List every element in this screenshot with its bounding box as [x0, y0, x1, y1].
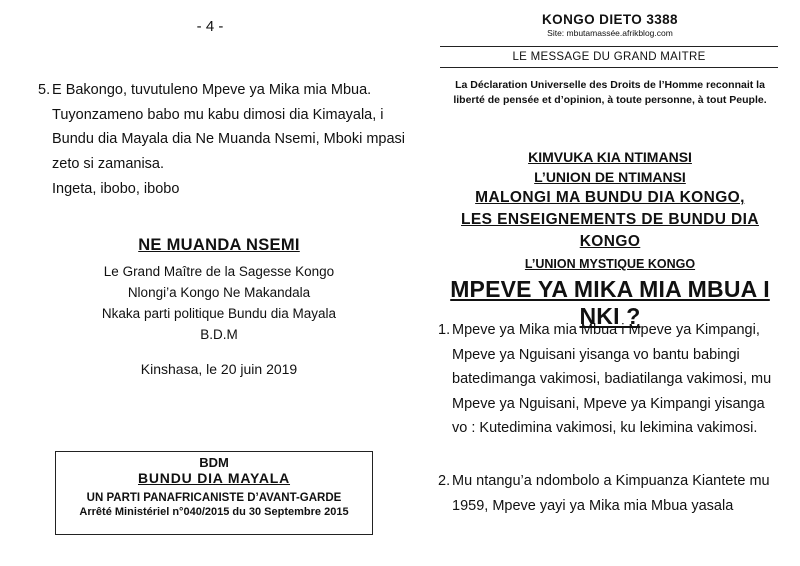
signature-date: Kinshasa, le 20 juin 2019: [140, 361, 298, 377]
main-question-title: MPEVE YA MIKA MIA MBUA I NKI ?: [450, 276, 770, 329]
item-number: 1.: [438, 322, 451, 338]
signatory-title: Nkaka parti politique Bundu dia Mayala: [101, 306, 337, 321]
signatory-title: Nlongi’a Kongo Ne Makandala: [127, 285, 311, 300]
heading-line: MALONGI MA BUNDU DIA KONGO,: [475, 189, 745, 206]
page-number: - 4 -: [196, 18, 224, 35]
party-abbreviation: BDM: [199, 455, 229, 470]
paragraph-text: E Bakongo, tuvutuleno Mpeve ya Mika mia Mbua. Tuyonzameno babo mu kabu dimosi dia Kimayala, i Bundu dia Mayala dia Ne Muanda Nsemi, Mboki mpasi zeto si zamanisa.: [52, 82, 406, 172]
signatory-name: NE MUANDA NSEMI: [138, 236, 300, 254]
heading-line: L’UNION DE NTIMANSI: [534, 169, 686, 185]
party-decree: Arrêté Ministériel n°040/2015 du 30 Septembre 2015: [79, 506, 349, 518]
item-number: 2.: [438, 473, 451, 489]
heading-line: LES ENSEIGNEMENTS DE BUNDU DIA KONGO: [461, 211, 759, 250]
headings-block: [440, 147, 780, 274]
heading-line: KIMVUKA KIA NTIMANSI: [528, 149, 692, 165]
item-text: Mpeve ya Mika mia Mbua i Mpeve ya Kimpangi, Mpeve ya Nguisani yisanga vo bantu babingi batedimanga vakimosi, badiatilanga vakimosi, mu Mpeve ya Nguisani, Mpeve ya Kimpangi yisanga vo : Kutedimina vakimosi, ku lekimina vakimosi.: [452, 322, 772, 436]
newsletter-header: [440, 12, 780, 38]
heading-line: L’UNION MYSTIQUE KONGO: [524, 257, 696, 271]
message-header: LE MESSAGE DU GRAND MAITRE: [440, 46, 778, 68]
party-tagline: UN PARTI PANAFRICANISTE D’AVANT-GARDE: [86, 492, 342, 504]
newsletter-title: KONGO DIETO 3388: [542, 12, 678, 27]
paragraph-5: [38, 78, 418, 202]
newsletter-site: Site: mbutamassée.afrikblog.com: [547, 28, 673, 38]
signatory-title: B.D.M: [200, 327, 238, 342]
numbered-item: [438, 469, 783, 518]
declaration-quote: La Déclaration Universelle des Droits de l’Homme reconnait la liberté de pensée et d’opinion, à toute personne, à tout Peuple.: [453, 79, 767, 106]
paragraph-number: 5.: [38, 82, 51, 98]
paragraph-closing: Ingeta, ibobo, ibobo: [52, 181, 180, 197]
party-name: BUNDU DIA MAYALA: [137, 470, 291, 486]
bdm-party-box: [55, 451, 373, 535]
numbered-item: [438, 318, 783, 441]
signature-block: [60, 236, 378, 377]
item-text: Mu ntangu’a ndombolo a Kimpuanza Kiantete mu 1959, Mpeve yayi ya Mika mia Mbua yasala: [452, 473, 770, 514]
signatory-title: Le Grand Maître de la Sagesse Kongo: [103, 264, 335, 279]
